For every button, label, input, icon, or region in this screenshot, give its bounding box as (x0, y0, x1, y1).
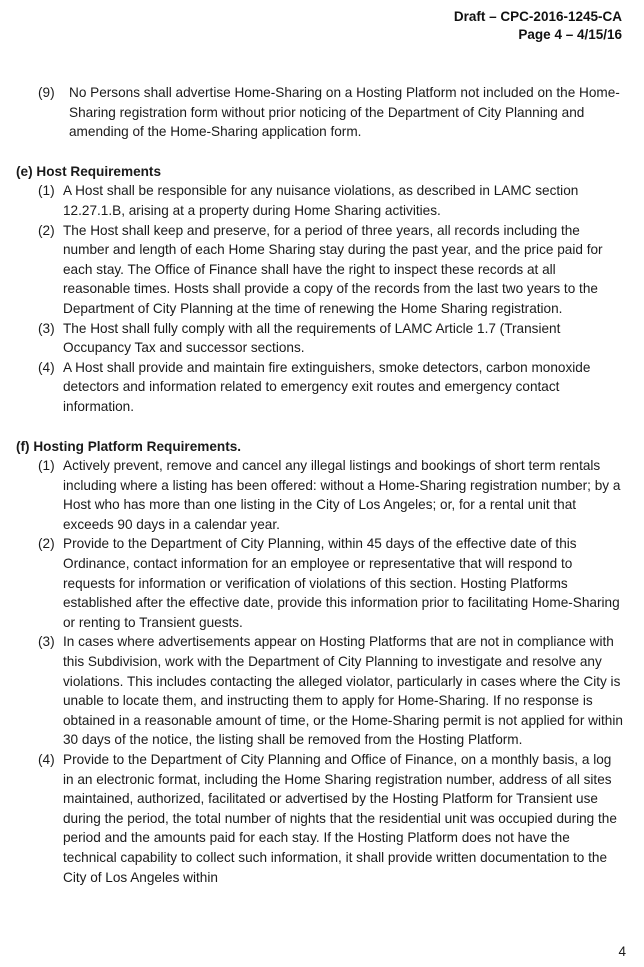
page-header (454, 8, 622, 44)
section-heading-host-requirements: (e) Host Requirements (16, 163, 162, 179)
item-text: Actively prevent, remove and cancel any illegal listings and bookings of short term rentals including where a listing has been offered: without a Home-Sharing registration number; by a Host who has more than one listing in the City of Los Angeles; or, for a rental unit that exceeds 90 days in a calendar year. (63, 458, 621, 532)
item-number: (3) (38, 320, 55, 336)
item-number: (2) (38, 536, 55, 552)
item-text: A Host shall be responsible for any nuisance violations, as described in LAMC section 12.27.1.B, arising at a property during Home Sharing activities. (63, 183, 579, 218)
page-date: Page 4 – 4/15/16 (518, 27, 622, 42)
item-text: In cases where advertisements appear on Hosting Platforms that are not in compliance with this Subdivision, work with the Department of City Planning to investigate and resolve any violations. This includes contacting the alleged violator, particularly in cases where the City is unable to locate them, and instructing them to apply for Home-Sharing. If no response is obtained in a reasonable amount of time, or the Home-Sharing permit is not applied for within 30 days of the notice, the listing shall be removed from the Hosting Platform. (63, 634, 623, 748)
item-text: The Host shall keep and preserve, for a period of three years, all records including the number and length of each Home Sharing stay during the past year, and the price paid for each stay. The Office of Finance shall have the right to inspect these records at all reasonable times. Hosts shall provide a copy of the records from the last two years to the Department of City Planning at the time of renewing the Home Sharing registration. (63, 222, 603, 316)
list-item (0, 632, 624, 750)
list-item (0, 221, 624, 319)
page-number: 4 (618, 944, 626, 959)
section-heading-hosting-platform-requirements: (f) Hosting Platform Requirements. (16, 438, 242, 454)
list-item (0, 534, 624, 632)
list-item (0, 358, 624, 417)
item-number: (4) (38, 752, 55, 767)
item-number: (1) (38, 183, 55, 199)
item-number: (9) (38, 85, 55, 100)
item-text: No Persons shall advertise Home-Sharing on a Hosting Platform not included on the Home-Sharing registration form without prior noticing of the Department of City Planning and amending of the Home-Sharing application form. (69, 85, 620, 140)
document-body (0, 83, 644, 887)
list-item (0, 456, 624, 534)
item-number: (1) (38, 458, 55, 474)
list-item (0, 319, 624, 358)
draft-id: Draft – CPC-2016-1245-CA (453, 9, 622, 24)
item-text: A Host shall provide and maintain fire extinguishers, smoke detectors, carbon monoxide detectors and information related to emergency exit routes and emergency contact information. (63, 359, 591, 414)
item-number: (2) (38, 222, 55, 238)
list-item (0, 181, 624, 220)
item-number: (4) (38, 359, 55, 375)
item-text: The Host shall fully comply with all the requirements of LAMC Article 1.7 (Transient Occupancy Tax and successor sections. (63, 320, 561, 356)
item-text: Provide to the Department of City Planning and Office of Finance, on a monthly basis, a log in an electronic format, including the Home Sharing registration number, address of all sites maintained, authorized, facilitated or advertised by the Hosting Platform for Transient use during the period, the total number of nights that the residential unit was occupied during the period and the amounts paid for each stay. If the Hosting Platform does not have the technical capability to collect such information, it shall provide written documentation to the City of Los Angeles within (63, 752, 617, 885)
list-item (0, 750, 624, 887)
item-text: Provide to the Department of City Planning, within 45 days of the effective date of this Ordinance, contact information for an employee or representative that will respond to requests for information or verification of violations of this section. Hosting Platforms established after the effective date, provide this information prior to facilitating Home-Sharing or renting to Transient guests. (63, 536, 620, 630)
list-item (0, 83, 624, 142)
item-number: (3) (38, 634, 55, 650)
